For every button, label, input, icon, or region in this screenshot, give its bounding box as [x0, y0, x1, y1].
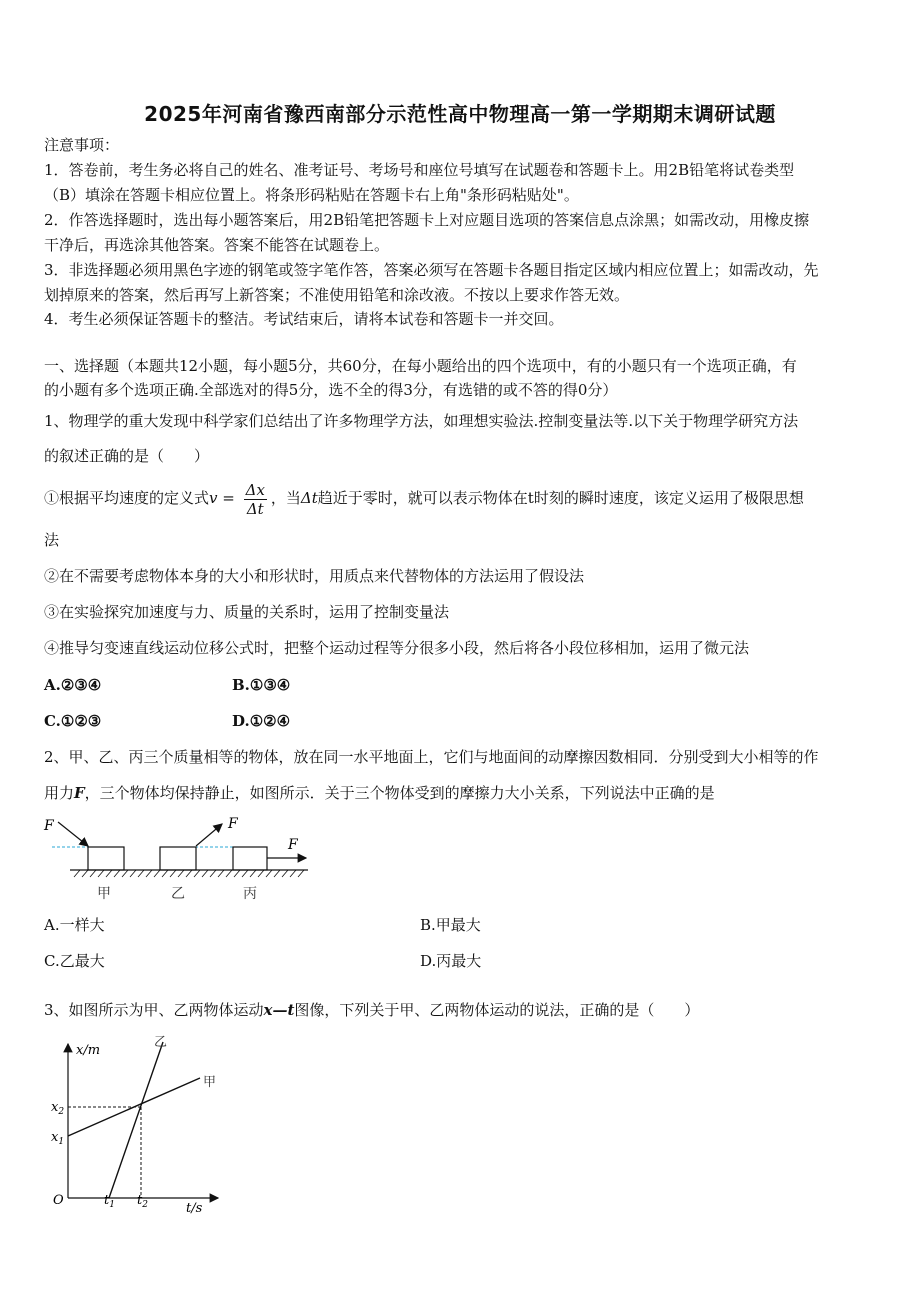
- notice-line-1: 1．答卷前，考生务必将自己的姓名、准考证号、考场号和座位号填写在试题卷和答题卡上。用2B铅笔将试卷类型: [44, 161, 795, 179]
- notice-line-3: 2．作答选择题时，选出每小题答案后，用2B铅笔把答题卡上对应题目选项的答案信息点涂黑；如需改动，用橡皮擦: [44, 211, 810, 229]
- block-jia: [88, 847, 124, 870]
- q3-stem: [44, 999, 880, 1021]
- q1-option-d[interactable]: D.①②④: [232, 712, 291, 730]
- force-label-jia: F: [44, 818, 54, 834]
- q1-s1-v: v: [209, 489, 218, 507]
- label-jia: 甲: [97, 886, 111, 902]
- section-heading-line-2: 的小题有多个选项正确.全部选对的得5分，选不全的得3分，有选错的或不答的得0分）: [44, 381, 618, 399]
- q1-s1-mid: ，当: [270, 489, 301, 507]
- q1-statement-4: ④推导匀变速直线运动位移公式时，把整个运动过程等分很多小段，然后将各小段位移相加，运用了微元法: [44, 639, 750, 657]
- q2-line2-force: F: [74, 784, 85, 802]
- q1-statement-1-tail: 法: [44, 531, 60, 549]
- q3-stem-xt: x—t: [263, 1001, 295, 1019]
- block-bing: [233, 847, 267, 870]
- notice-line-7: 4．考生必须保证答题卡的整洁。考试结束后，请将本试卷和答题卡一并交回。: [44, 310, 564, 328]
- q1-s1-denominator: Δt: [246, 499, 264, 518]
- ground-hatching: [74, 870, 304, 877]
- label-jia-line: 甲: [203, 1075, 217, 1090]
- section-heading-line-1: 一、选择题（本题共12小题，每小题5分，共60分，在每小题给出的四个选项中，有的小题只有一个选项正确，有: [44, 357, 797, 375]
- line-yi: [109, 1042, 163, 1198]
- q1-option-a[interactable]: A.②③④: [44, 676, 102, 694]
- q1-s1-post: 趋近于零时，就可以表示物体在t时刻的瞬时速度，该定义运用了极限思想: [317, 489, 804, 507]
- notice-line-4: 干净后，再选涂其他答案。答案不能答在试题卷上。: [44, 236, 390, 254]
- q1-option-c[interactable]: C.①②③: [44, 712, 102, 730]
- force-arrow-yi: [196, 824, 222, 846]
- q2-figure-blocks: [40, 812, 320, 904]
- q1-statement-1: [44, 476, 880, 520]
- q2-option-b[interactable]: B.甲最大: [420, 916, 481, 934]
- q1-statement-3: ③在实验探究加速度与力、质量的关系时，运用了控制变量法: [44, 603, 450, 621]
- label-yi-line: 乙: [154, 1035, 168, 1050]
- q1-s1-eq: =: [217, 489, 240, 507]
- q2-option-a[interactable]: A.一样大: [44, 916, 105, 934]
- q2-option-d[interactable]: D.丙最大: [420, 952, 482, 970]
- x1-label: $x_1$: [51, 1130, 65, 1147]
- q1-option-b[interactable]: B.①③④: [232, 676, 291, 694]
- label-yi: 乙: [171, 886, 185, 902]
- q2-line2-post: ，三个物体均保持静止，如图所示．关于三个物体受到的摩擦力大小关系，下列说法中正确的是: [84, 784, 715, 802]
- force-label-bing: F: [288, 837, 298, 853]
- force-label-yi: F: [228, 816, 238, 832]
- q1-s1-pre: ①根据平均速度的定义式: [44, 489, 210, 507]
- force-arrow-jia: [58, 822, 88, 846]
- origin-label: O: [53, 1193, 64, 1208]
- q2-stem-line-1: 2、甲、乙、丙三个质量相等的物体，放在同一水平地面上，它们与地面间的动摩擦因数相同．分别受到大小相等的作: [44, 748, 819, 766]
- notice-line-5: 3．非选择题必须用黑色字迹的钢笔或签字笔作答，答案必须写在答题卡各题目指定区域内相应位置上；如需改动，先: [44, 261, 819, 279]
- q3-xt-graph: [40, 1034, 230, 1220]
- q1-stem-line-1: 1、物理学的重大发现中科学家们总结出了许多物理学方法，如理想实验法.控制变量法等.以下关于物理学研究方法: [44, 412, 799, 430]
- q1-s1-fraction: [244, 481, 267, 518]
- label-bing: 丙: [243, 886, 257, 902]
- notice-line-6: 划掉原来的答案，然后再写上新答案；不准使用铅笔和涂改液。不按以上要求作答无效。: [44, 286, 630, 304]
- q2-option-c[interactable]: C.乙最大: [44, 952, 105, 970]
- block-yi: [160, 847, 196, 870]
- q1-stem-line-2: 的叙述正确的是（ ）: [44, 447, 210, 465]
- y-axis-label: x/m: [76, 1043, 101, 1058]
- q1-s1-dt: Δt: [300, 489, 318, 507]
- q1-statement-2: ②在不需要考虑物体本身的大小和形状时，用质点来代替物体的方法运用了假设法: [44, 567, 585, 585]
- q3-stem-pre: 3、如图所示为甲、乙两物体运动: [44, 1001, 264, 1019]
- page-title: 2025年河南省豫西南部分示范性高中物理高一第一学期期末调研试题: [144, 102, 776, 126]
- t2-label: $t_2$: [137, 1193, 148, 1210]
- t1-label: $t_1$: [104, 1193, 115, 1210]
- x-axis-label: t/s: [186, 1201, 203, 1216]
- q3-stem-post: 图像，下列关于甲、乙两物体运动的说法，正确的是（ ）: [294, 1001, 700, 1019]
- q2-line2-pre: 用力: [44, 784, 75, 802]
- notice-heading: 注意事项：: [44, 136, 120, 154]
- x2-label: $x_2$: [51, 1100, 65, 1117]
- q1-s1-numerator: Δx: [245, 480, 265, 499]
- q2-stem-line-2: [44, 782, 880, 804]
- notice-line-2: （B）填涂在答题卡相应位置上。将条形码粘贴在答题卡右上角"条形码粘贴处"。: [44, 186, 579, 204]
